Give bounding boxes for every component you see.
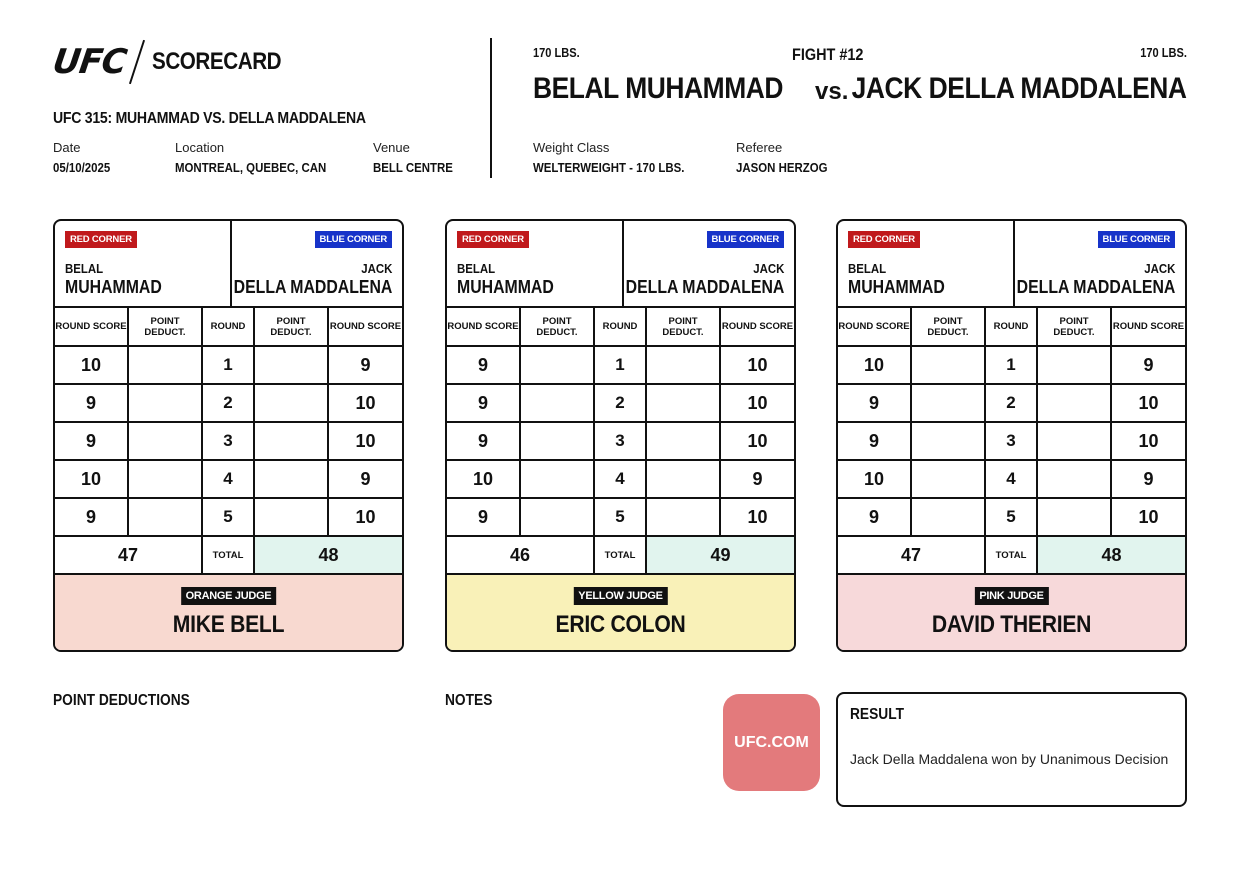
- weight-class-value: WELTERWEIGHT - 170 LBS.: [533, 160, 685, 175]
- red-round-score-header: ROUND SCORE: [838, 308, 911, 346]
- round-number: 2: [594, 384, 646, 422]
- red-point-deduct: [520, 460, 594, 498]
- blue-point-deduct-header: POINT DEDUCT.: [646, 308, 720, 346]
- fight-number: FIGHT #12: [792, 45, 864, 64]
- red-point-deduct: [520, 384, 594, 422]
- blue-point-deduct: [646, 460, 720, 498]
- blue-round-score: 10: [328, 384, 402, 422]
- logo-divider: [129, 40, 145, 84]
- blue-round-score: 10: [1111, 422, 1185, 460]
- red-last-name: MUHAMMAD: [65, 277, 162, 297]
- red-round-score-header: ROUND SCORE: [55, 308, 128, 346]
- blue-corner-badge: BLUE CORNER: [315, 231, 392, 248]
- red-point-deduct: [128, 460, 202, 498]
- round-row: [55, 346, 402, 384]
- round-row: [55, 422, 402, 460]
- result-heading: RESULT: [850, 706, 905, 723]
- red-round-score: 9: [55, 384, 128, 422]
- round-number: 2: [202, 384, 254, 422]
- blue-round-score: 10: [328, 422, 402, 460]
- event-title: UFC 315: MUHAMMAD VS. DELLA MADDALENA: [53, 110, 366, 127]
- red-total: 47: [838, 536, 985, 574]
- blue-point-deduct: [646, 422, 720, 460]
- blue-last-name: DELLA MADDALENA: [233, 277, 392, 297]
- judge-panel: [447, 575, 794, 652]
- blue-point-deduct: [1037, 384, 1111, 422]
- red-point-deduct: [128, 384, 202, 422]
- blue-round-score-header: ROUND SCORE: [1111, 308, 1185, 346]
- red-first-name: BELAL: [65, 261, 104, 276]
- round-number: 5: [202, 498, 254, 536]
- red-point-deduct: [911, 498, 985, 536]
- judge-scorecard: [53, 219, 404, 652]
- red-round-score: 10: [55, 460, 128, 498]
- date-value: 05/10/2025: [53, 160, 111, 175]
- red-last-name: MUHAMMAD: [848, 277, 945, 297]
- blue-point-deduct: [646, 498, 720, 536]
- red-round-score: 10: [55, 346, 128, 384]
- judge-scorecard: [836, 219, 1187, 652]
- ufc-logo: UFC: [50, 42, 129, 82]
- round-header: ROUND: [594, 308, 646, 346]
- result-text: Jack Della Maddalena won by Unanimous Decision: [850, 751, 1169, 767]
- score-table: [838, 308, 1185, 575]
- red-corner-badge: RED CORNER: [457, 231, 529, 248]
- red-point-deduct: [911, 384, 985, 422]
- red-round-score: 9: [447, 384, 520, 422]
- score-column-headers: [55, 308, 402, 346]
- ufc-scorecard-logo: [50, 38, 302, 86]
- round-row: [55, 460, 402, 498]
- red-round-score: 9: [447, 498, 520, 536]
- corner-divider: [1013, 221, 1015, 306]
- red-corner-badge: RED CORNER: [65, 231, 137, 248]
- blue-round-score: 10: [720, 498, 794, 536]
- point-deductions-heading: POINT DEDUCTIONS: [53, 692, 190, 709]
- blue-point-deduct: [254, 346, 328, 384]
- round-number: 5: [594, 498, 646, 536]
- venue-value: BELL CENTRE: [373, 160, 453, 175]
- round-row: [447, 346, 794, 384]
- round-row: [838, 346, 1185, 384]
- referee-label: Referee: [736, 140, 783, 155]
- blue-point-deduct: [1037, 422, 1111, 460]
- total-row: [838, 536, 1185, 574]
- date-label: Date: [53, 140, 81, 155]
- round-number: 3: [985, 422, 1037, 460]
- red-first-name: BELAL: [457, 261, 496, 276]
- score-table: [447, 308, 794, 575]
- round-header: ROUND: [985, 308, 1037, 346]
- blue-point-deduct: [646, 346, 720, 384]
- blue-point-deduct: [254, 460, 328, 498]
- red-fighter-weight: 170 LBS.: [533, 45, 580, 60]
- total-label: TOTAL: [202, 536, 254, 574]
- judge-panel: [838, 575, 1185, 652]
- result-box: [836, 692, 1187, 807]
- blue-point-deduct: [254, 422, 328, 460]
- total-label: TOTAL: [594, 536, 646, 574]
- header-divider: [490, 38, 492, 178]
- blue-point-deduct: [1037, 498, 1111, 536]
- location-label: Location: [175, 140, 225, 155]
- round-header: ROUND: [202, 308, 254, 346]
- logo-scorecard-text: SCORECARD: [151, 48, 281, 75]
- red-point-deduct-header: POINT DEDUCT.: [911, 308, 985, 346]
- blue-round-score-header: ROUND SCORE: [328, 308, 402, 346]
- red-point-deduct: [520, 498, 594, 536]
- total-row: [55, 536, 402, 574]
- vs-label: vs.: [815, 78, 849, 105]
- ufc-com-badge[interactable]: UFC.COM: [723, 694, 820, 791]
- venue-label: Venue: [373, 140, 410, 155]
- red-point-deduct: [911, 346, 985, 384]
- card-fighters-header: [838, 221, 1185, 308]
- blue-round-score-header: ROUND SCORE: [720, 308, 794, 346]
- round-number: 1: [985, 346, 1037, 384]
- blue-point-deduct: [254, 384, 328, 422]
- score-column-headers: [447, 308, 794, 346]
- blue-fighter-name: JACK DELLA MADDALENA: [852, 72, 1187, 105]
- blue-point-deduct: [646, 384, 720, 422]
- red-total: 47: [55, 536, 202, 574]
- red-round-score: 9: [838, 384, 911, 422]
- blue-round-score: 10: [720, 384, 794, 422]
- judge-scorecard: [445, 219, 796, 652]
- round-number: 5: [985, 498, 1037, 536]
- red-round-score: 9: [838, 498, 911, 536]
- red-round-score: 10: [838, 346, 911, 384]
- red-round-score: 10: [447, 460, 520, 498]
- red-fighter-name: BELAL MUHAMMAD: [533, 72, 784, 105]
- round-row: [55, 384, 402, 422]
- location-value: MONTREAL, QUEBEC, CAN: [175, 160, 327, 175]
- red-total: 46: [447, 536, 594, 574]
- red-point-deduct-header: POINT DEDUCT.: [520, 308, 594, 346]
- blue-round-score: 10: [720, 422, 794, 460]
- red-point-deduct: [128, 498, 202, 536]
- score-column-headers: [838, 308, 1185, 346]
- round-number: 3: [202, 422, 254, 460]
- total-row: [447, 536, 794, 574]
- round-number: 3: [594, 422, 646, 460]
- red-point-deduct: [520, 346, 594, 384]
- round-row: [838, 498, 1185, 536]
- blue-first-name: JACK: [1143, 261, 1175, 276]
- judge-role-badge: YELLOW JUDGE: [573, 587, 667, 605]
- corner-divider: [622, 221, 624, 306]
- round-row: [447, 498, 794, 536]
- blue-round-score: 9: [328, 460, 402, 498]
- round-row: [447, 422, 794, 460]
- blue-round-score: 9: [328, 346, 402, 384]
- judge-role-badge: ORANGE JUDGE: [181, 587, 277, 605]
- weight-class-label: Weight Class: [533, 140, 610, 155]
- card-fighters-header: [55, 221, 402, 308]
- red-point-deduct: [128, 422, 202, 460]
- blue-round-score: 10: [1111, 498, 1185, 536]
- referee-value: JASON HERZOG: [736, 160, 828, 175]
- red-corner-badge: RED CORNER: [848, 231, 920, 248]
- round-number: 1: [202, 346, 254, 384]
- blue-total: 48: [1037, 536, 1185, 574]
- blue-last-name: DELLA MADDALENA: [625, 277, 784, 297]
- blue-round-score: 9: [1111, 346, 1185, 384]
- judge-panel: [55, 575, 402, 652]
- round-number: 4: [202, 460, 254, 498]
- blue-point-deduct: [254, 498, 328, 536]
- judge-role-badge: PINK JUDGE: [974, 587, 1048, 605]
- blue-total: 49: [646, 536, 794, 574]
- round-number: 4: [594, 460, 646, 498]
- blue-round-score: 9: [1111, 460, 1185, 498]
- total-label: TOTAL: [985, 536, 1037, 574]
- blue-round-score: 10: [1111, 384, 1185, 422]
- round-row: [838, 384, 1185, 422]
- card-fighters-header: [447, 221, 794, 308]
- red-round-score: 9: [447, 422, 520, 460]
- judge-name: MIKE BELL: [172, 611, 285, 638]
- judge-name: ERIC COLON: [555, 611, 686, 638]
- round-row: [838, 422, 1185, 460]
- blue-corner-badge: BLUE CORNER: [1098, 231, 1175, 248]
- round-number: 2: [985, 384, 1037, 422]
- red-round-score: 10: [838, 460, 911, 498]
- red-point-deduct: [911, 422, 985, 460]
- score-table: [55, 308, 402, 575]
- notes-heading: NOTES: [445, 692, 493, 709]
- red-point-deduct: [911, 460, 985, 498]
- red-round-score: 9: [55, 498, 128, 536]
- round-row: [838, 460, 1185, 498]
- red-point-deduct-header: POINT DEDUCT.: [128, 308, 202, 346]
- red-last-name: MUHAMMAD: [457, 277, 554, 297]
- red-round-score: 9: [838, 422, 911, 460]
- round-row: [55, 498, 402, 536]
- blue-round-score: 10: [720, 346, 794, 384]
- blue-point-deduct: [1037, 460, 1111, 498]
- blue-point-deduct: [1037, 346, 1111, 384]
- blue-point-deduct-header: POINT DEDUCT.: [1037, 308, 1111, 346]
- red-round-score-header: ROUND SCORE: [447, 308, 520, 346]
- round-row: [447, 460, 794, 498]
- blue-fighter-weight: 170 LBS.: [1140, 45, 1187, 60]
- blue-total: 48: [254, 536, 402, 574]
- blue-first-name: JACK: [360, 261, 392, 276]
- blue-round-score: 9: [720, 460, 794, 498]
- red-point-deduct: [520, 422, 594, 460]
- blue-point-deduct-header: POINT DEDUCT.: [254, 308, 328, 346]
- red-round-score: 9: [55, 422, 128, 460]
- judge-name: DAVID THERIEN: [931, 611, 1092, 638]
- blue-first-name: JACK: [752, 261, 784, 276]
- corner-divider: [230, 221, 232, 306]
- blue-round-score: 10: [328, 498, 402, 536]
- blue-corner-badge: BLUE CORNER: [707, 231, 784, 248]
- red-round-score: 9: [447, 346, 520, 384]
- round-row: [447, 384, 794, 422]
- blue-last-name: DELLA MADDALENA: [1016, 277, 1175, 297]
- round-number: 4: [985, 460, 1037, 498]
- red-first-name: BELAL: [848, 261, 887, 276]
- round-number: 1: [594, 346, 646, 384]
- red-point-deduct: [128, 346, 202, 384]
